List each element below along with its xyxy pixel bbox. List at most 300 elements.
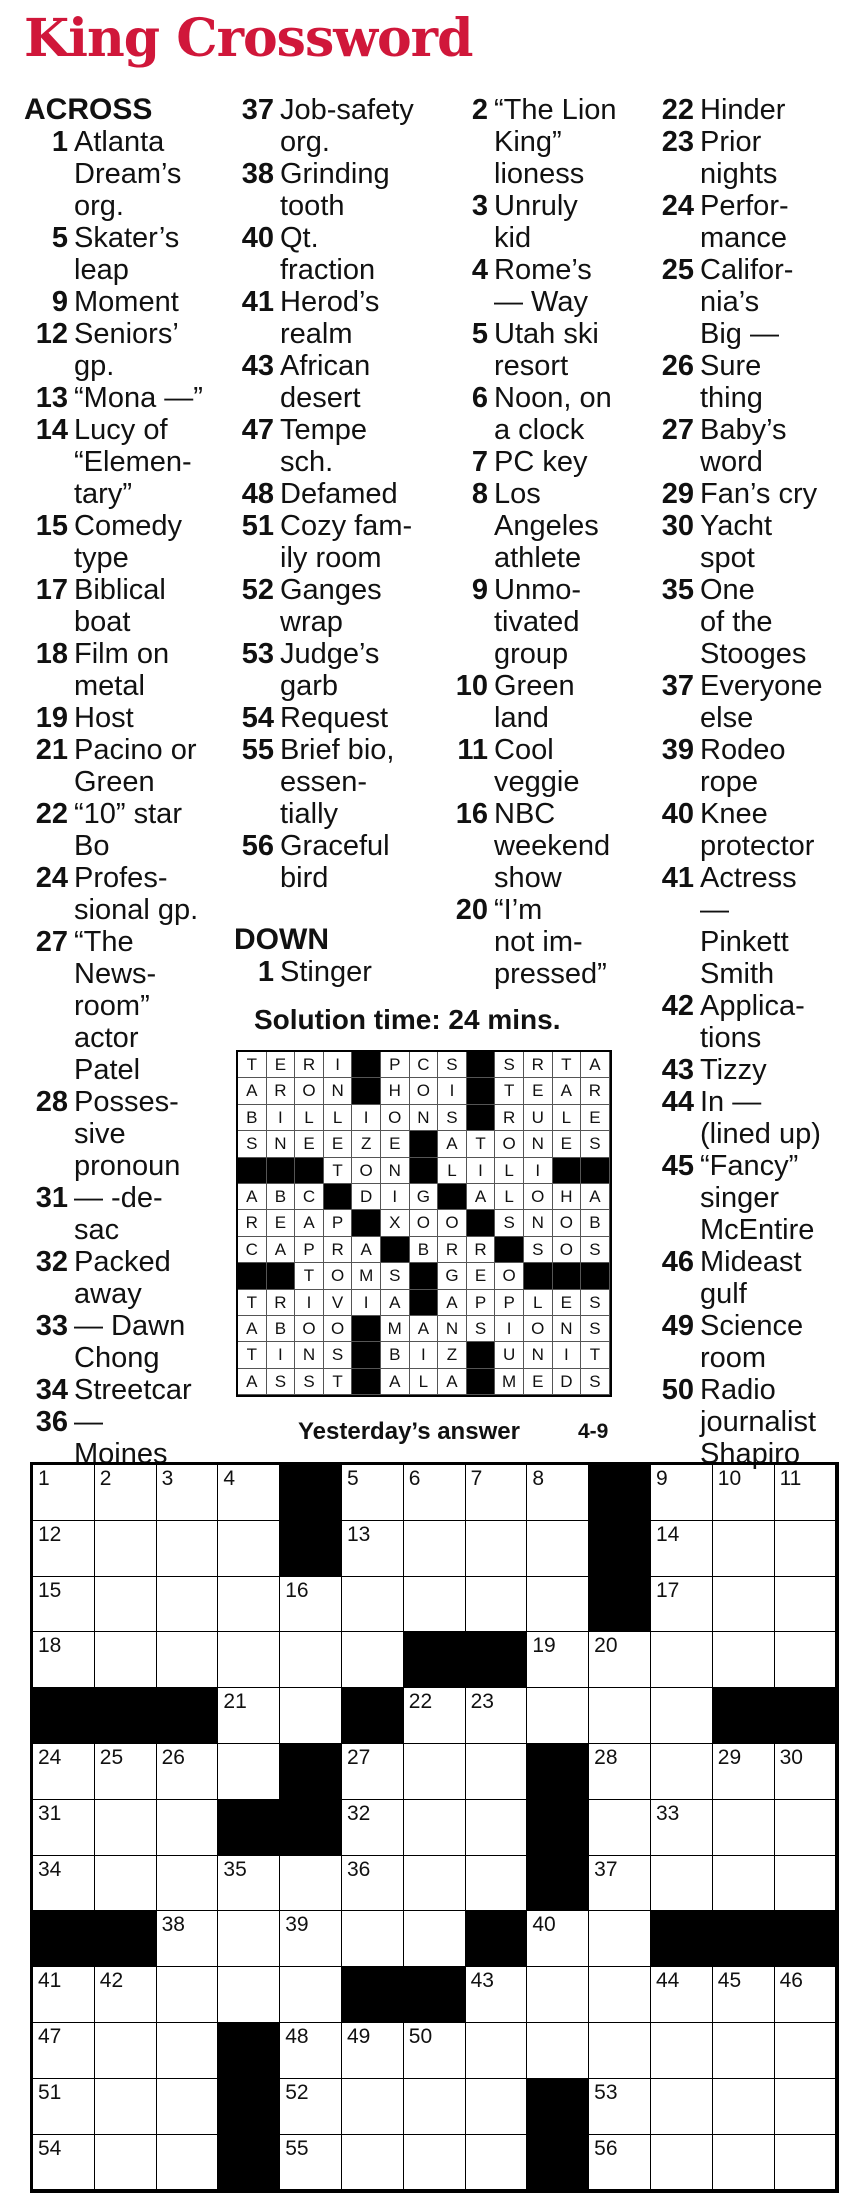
down-clue-22[interactable] [654,94,854,126]
across-clue-24[interactable] [24,862,224,926]
down-clue-45[interactable] [654,1150,854,1246]
grid-cell[interactable] [466,1577,528,1633]
grid-cell[interactable] [280,1688,342,1744]
grid-cell[interactable] [157,1632,219,1688]
grid-cell[interactable] [775,1967,837,2023]
grid-cell[interactable] [33,2023,95,2079]
answer-cell: X [381,1210,410,1236]
grid-cell[interactable] [95,1465,157,1521]
grid-cell[interactable] [589,1688,651,1744]
clue-number: 38 [241,158,274,190]
grid-cell[interactable] [280,1967,342,2023]
grid-block [713,1911,775,1967]
grid-cell[interactable] [342,2135,404,2191]
grid-block [527,2135,589,2191]
across-clue-31[interactable] [24,1182,224,1246]
grid-cell[interactable] [280,1632,342,1688]
answer-block [352,1078,381,1104]
across-clue-56[interactable] [234,830,456,894]
grid-cell[interactable] [157,1577,219,1633]
clue-text: Herod’s realm [280,286,380,350]
answer-block [352,1316,381,1342]
grid-cell[interactable] [218,1911,280,1967]
grid-cell[interactable] [651,2023,713,2079]
grid-cell[interactable] [95,2079,157,2135]
grid-block [95,1688,157,1744]
grid-cell[interactable] [157,1911,219,1967]
grid-cell[interactable] [157,1521,219,1577]
clue-number: 4 [471,254,488,286]
grid-cell[interactable] [95,1632,157,1688]
answer-block [467,1078,496,1104]
grid-cell[interactable] [218,1744,280,1800]
across-clue-37[interactable] [234,94,456,158]
grid-cell[interactable] [775,1744,837,1800]
grid-cell[interactable] [527,1967,589,2023]
grid-cell-number: 56 [594,2136,618,2160]
across-clue-54[interactable] [234,702,456,734]
down-clue-5[interactable] [448,318,644,382]
clue-number: 41 [241,286,274,318]
down-clue-3[interactable] [448,190,644,254]
grid-cell[interactable] [713,1744,775,1800]
grid-cell[interactable] [775,1856,837,1912]
grid-cell[interactable] [33,1577,95,1633]
clue-text: Judge’s garb [280,638,380,702]
grid-cell[interactable] [527,1521,589,1577]
answer-cell: O [524,1184,553,1210]
grid-cell[interactable] [527,1577,589,1633]
grid-cell[interactable] [589,1632,651,1688]
across-clue-38[interactable] [234,158,456,222]
clue-text: Science room [700,1310,804,1374]
down-clue-20[interactable] [448,894,644,990]
grid-cell[interactable] [589,1744,651,1800]
grid-block [342,1688,404,1744]
clue-number: 44 [661,1086,694,1118]
grid-cell[interactable] [589,1856,651,1912]
grid-cell[interactable] [95,1577,157,1633]
grid-cell[interactable] [775,1521,837,1577]
grid-cell[interactable] [775,2023,837,2079]
grid-cell[interactable] [466,1521,528,1577]
grid-cell[interactable] [651,1800,713,1856]
grid-cell[interactable] [218,1632,280,1688]
grid-cell[interactable] [404,1744,466,1800]
grid-cell[interactable] [33,1800,95,1856]
down-clue-41[interactable] [654,862,854,990]
grid-cell[interactable] [157,2023,219,2079]
grid-cell[interactable] [466,1688,528,1744]
across-clue-9[interactable] [24,286,224,318]
across-clue-40[interactable] [234,222,456,286]
across-clue-19[interactable] [24,702,224,734]
grid-cell[interactable] [33,2079,95,2135]
grid-cell[interactable] [33,1632,95,1688]
clue-text: Graceful bird [280,830,390,894]
grid-block [527,1800,589,1856]
grid-cell[interactable] [589,1967,651,2023]
grid-cell-number: 9 [655,1467,668,1490]
across-clue-47[interactable] [234,414,456,478]
across-clue-32[interactable] [24,1246,224,1310]
clue-text: Knee protector [700,798,815,862]
answer-cell: T [324,1158,353,1184]
grid-cell[interactable] [95,1744,157,1800]
down-clue-29[interactable] [654,478,854,510]
grid-cell[interactable] [342,1577,404,1633]
grid-cell[interactable] [466,1800,528,1856]
down-clue-4[interactable] [448,254,644,318]
answer-cell: I [438,1078,467,1104]
answer-cell: N [438,1316,467,1342]
grid-block [589,1521,651,1577]
grid-cell[interactable] [713,2135,775,2191]
answer-cell: I [295,1290,324,1316]
across-clue-13[interactable] [24,382,224,414]
grid-cell[interactable] [157,1856,219,1912]
grid-block [280,1521,342,1577]
answer-cell: I [553,1342,582,1368]
grid-cell[interactable] [651,1856,713,1912]
grid-cell[interactable] [33,1967,95,2023]
grid-cell[interactable] [218,1856,280,1912]
down-clue-8[interactable] [448,478,644,574]
down-clue-26[interactable] [654,350,854,414]
grid-cell[interactable] [157,1744,219,1800]
grid-cell[interactable] [280,1911,342,1967]
grid-cell[interactable] [651,2135,713,2191]
grid-cell[interactable] [404,1688,466,1744]
grid-cell[interactable] [713,1521,775,1577]
grid-cell[interactable] [466,1465,528,1521]
across-clue-12[interactable] [24,318,224,382]
answer-cell: A [438,1131,467,1157]
grid-cell[interactable] [651,1688,713,1744]
grid-cell[interactable] [404,1800,466,1856]
clue-number: 6 [471,382,488,414]
across-clue-5[interactable] [24,222,224,286]
down-clue-49[interactable] [654,1310,854,1374]
grid-cell[interactable] [157,2079,219,2135]
answer-cell: T [238,1290,267,1316]
answer-cell: O [553,1210,582,1236]
clue-number: 26 [661,350,694,382]
down-clue-10[interactable] [448,670,644,734]
grid-cell[interactable] [280,1856,342,1912]
grid-cell[interactable] [342,1465,404,1521]
grid-cell[interactable] [95,2135,157,2191]
down-clue-30[interactable] [654,510,854,574]
grid-cell[interactable] [404,1577,466,1633]
grid-cell[interactable] [342,1521,404,1577]
grid-cell[interactable] [466,2135,528,2191]
grid-cell[interactable] [218,1967,280,2023]
down-clue-11[interactable] [448,734,644,798]
grid-cell[interactable] [651,1465,713,1521]
across-clue-55[interactable] [234,734,456,830]
grid-cell-number: 44 [655,1969,680,1993]
grid-cell[interactable] [404,2023,466,2079]
grid-cell-number: 33 [655,1801,680,1825]
grid-cell[interactable] [218,1465,280,1521]
grid-cell[interactable] [33,1856,95,1912]
across-clue-43[interactable] [234,350,456,414]
grid-cell[interactable] [95,1967,157,2023]
clue-text: Utah ski resort [494,318,599,382]
clue-number: 10 [455,670,488,702]
grid-cell[interactable] [218,1521,280,1577]
clue-number: 40 [241,222,274,254]
grid-cell[interactable] [342,1856,404,1912]
answer-cell: S [238,1131,267,1157]
down-column-2 [654,94,854,1470]
down-clue-24[interactable] [654,190,854,254]
clue-number: 24 [35,862,68,894]
grid-cell[interactable] [589,2023,651,2079]
down-clue-7[interactable] [448,446,644,478]
answer-cell: G [438,1263,467,1289]
across-clue-15[interactable] [24,510,224,574]
grid-cell[interactable] [527,1632,589,1688]
across-clue-33[interactable] [24,1310,224,1374]
answer-cell: I [495,1316,524,1342]
grid-cell[interactable] [404,1911,466,1967]
clue-text: Ganges wrap [280,574,382,638]
answer-block [467,1052,496,1078]
clue-text: — Dawn Chong [74,1310,186,1374]
answer-cell: L [495,1184,524,1210]
down-clue-46[interactable] [654,1246,854,1310]
grid-cell[interactable] [342,1800,404,1856]
clue-text: Host [74,702,134,734]
grid-cell[interactable] [218,1688,280,1744]
grid-cell[interactable] [651,1521,713,1577]
down-clue-16[interactable] [448,798,644,894]
grid-cell[interactable] [651,1967,713,2023]
grid-cell[interactable] [527,1688,589,1744]
grid-cell[interactable] [466,1856,528,1912]
clue-number: 45 [661,1150,694,1182]
grid-cell[interactable] [589,1911,651,1967]
across-clue-34[interactable] [24,1374,224,1406]
grid-cell[interactable] [95,1856,157,1912]
answer-cell: P [467,1290,496,1316]
down-clue-27[interactable] [654,414,854,478]
across-clue-18[interactable] [24,638,224,702]
across-clue-53[interactable] [234,638,456,702]
grid-cell[interactable] [651,2079,713,2135]
clue-number: 7 [471,446,488,478]
clue-text: “The Lion King” lioness [494,94,617,190]
grid-cell[interactable] [342,1744,404,1800]
grid-cell[interactable] [651,1577,713,1633]
yesterday-date: 4-9 [578,1420,609,1443]
grid-cell[interactable] [775,1465,837,1521]
across-clue-17[interactable] [24,574,224,638]
across-clue-27[interactable] [24,926,224,1086]
clue-text: “Fancy” singer McEntire [700,1150,815,1246]
grid-cell-number: 26 [161,1745,185,1769]
across-clue-36[interactable] [24,1406,224,1470]
grid-cell[interactable] [280,2135,342,2191]
grid-cell[interactable] [157,1800,219,1856]
clue-number: 3 [471,190,488,222]
across-clue-14[interactable] [24,414,224,510]
grid-cell[interactable] [527,2023,589,2079]
grid-cell[interactable] [775,1632,837,1688]
grid-cell[interactable] [404,1465,466,1521]
grid-block [218,2135,280,2191]
across-clue-51[interactable] [234,510,456,574]
grid-cell[interactable] [33,1744,95,1800]
grid-cell[interactable] [280,1577,342,1633]
grid-cell[interactable] [218,1577,280,1633]
grid-cell[interactable] [651,1744,713,1800]
clue-text: Streetcar [74,1374,192,1406]
grid-cell[interactable] [713,1632,775,1688]
down-clue-50[interactable] [654,1374,854,1470]
grid-block [466,1911,528,1967]
grid-cell[interactable] [713,2023,775,2079]
answer-cell: B [381,1342,410,1368]
down-clue-23[interactable] [654,126,854,190]
grid-cell[interactable] [589,2079,651,2135]
down-clue-39[interactable] [654,734,854,798]
clue-text: Brief bio, essen- tially [280,734,395,830]
clue-text: Moment [74,286,179,318]
answer-cell: S [581,1316,610,1342]
answer-cell: I [381,1184,410,1210]
clue-text: “10” star Bo [74,798,182,862]
grid-block [713,1688,775,1744]
across-clue-52[interactable] [234,574,456,638]
clue-number: 33 [35,1310,68,1342]
answer-block [295,1158,324,1184]
clue-text: Posses- sive pronoun [74,1086,181,1182]
grid-cell[interactable] [404,2135,466,2191]
grid-cell[interactable] [775,2079,837,2135]
answer-cell: A [581,1052,610,1078]
grid-block [33,1911,95,1967]
down-clue-1[interactable] [234,956,456,988]
grid-cell[interactable] [466,1967,528,2023]
answer-cell: E [467,1263,496,1289]
across-clue-48[interactable] [234,478,456,510]
grid-cell[interactable] [775,1577,837,1633]
clue-text: Comedy type [74,510,182,574]
grid-cell[interactable] [713,2079,775,2135]
down-clue-40[interactable] [654,798,854,862]
clue-text: Grinding tooth [280,158,390,222]
clue-text: Applica- tions [700,990,805,1054]
grid-cell[interactable] [404,1521,466,1577]
answer-cell: B [581,1210,610,1236]
clue-number: 22 [35,798,68,830]
grid-cell[interactable] [589,2135,651,2191]
grid-cell[interactable] [280,2079,342,2135]
grid-cell-number: 54 [38,2136,62,2160]
across-column-1 [24,94,224,1470]
down-clue-35[interactable] [654,574,854,670]
answer-block [410,1158,439,1184]
across-clue-28[interactable] [24,1086,224,1182]
grid-cell[interactable] [404,2079,466,2135]
answer-cell: O [324,1316,353,1342]
grid-cell[interactable] [342,2023,404,2079]
across-clue-21[interactable] [24,734,224,798]
grid-cell[interactable] [33,1465,95,1521]
grid-cell[interactable] [713,1800,775,1856]
down-clue-9[interactable] [448,574,644,670]
answer-block [324,1184,353,1210]
clue-number: 20 [455,894,488,926]
grid-cell[interactable] [404,1856,466,1912]
answer-block [410,1290,439,1316]
grid-cell[interactable] [342,2079,404,2135]
clue-number: 48 [241,478,274,510]
clue-number: 5 [471,318,488,350]
down-clue-42[interactable] [654,990,854,1054]
answer-cell: A [467,1184,496,1210]
grid-cell[interactable] [95,2023,157,2079]
grid-cell[interactable] [280,2023,342,2079]
grid-cell[interactable] [527,1911,589,1967]
crossword-grid [30,1462,839,2193]
grid-cell[interactable] [157,1465,219,1521]
grid-cell[interactable] [33,1521,95,1577]
clue-number: 34 [35,1374,68,1406]
grid-cell[interactable] [589,1800,651,1856]
grid-cell[interactable] [713,1465,775,1521]
down-clue-6[interactable] [448,382,644,446]
grid-cell[interactable] [466,2079,528,2135]
down-clue-43[interactable] [654,1054,854,1086]
down-clue-44[interactable] [654,1086,854,1150]
grid-cell[interactable] [342,1632,404,1688]
grid-cell-number: 10 [717,1467,742,1490]
clue-number: 52 [241,574,274,606]
grid-cell[interactable] [713,1856,775,1912]
grid-cell[interactable] [775,2135,837,2191]
across-clue-41[interactable] [234,286,456,350]
clue-text: Everyone else [700,670,823,734]
grid-cell[interactable] [527,1465,589,1521]
grid-cell-number: 18 [38,1634,62,1658]
grid-cell[interactable] [466,2023,528,2079]
clue-number: 11 [457,734,488,766]
down-clue-37[interactable] [654,670,854,734]
grid-cell[interactable] [95,1800,157,1856]
grid-cell[interactable] [157,1967,219,2023]
grid-cell[interactable] [713,1577,775,1633]
grid-cell[interactable] [466,1744,528,1800]
grid-cell[interactable] [342,1911,404,1967]
grid-cell[interactable] [651,1632,713,1688]
grid-cell[interactable] [713,1967,775,2023]
grid-cell[interactable] [775,1800,837,1856]
answer-cell: G [410,1184,439,1210]
answer-cell: P [324,1210,353,1236]
down-clue-2[interactable] [448,94,644,190]
answer-cell: O [524,1316,553,1342]
across-clue-1[interactable] [24,126,224,222]
grid-cell[interactable] [95,1521,157,1577]
down-clue-25[interactable] [654,254,854,350]
grid-cell[interactable] [157,2135,219,2191]
across-clue-22[interactable] [24,798,224,862]
grid-cell[interactable] [33,2135,95,2191]
